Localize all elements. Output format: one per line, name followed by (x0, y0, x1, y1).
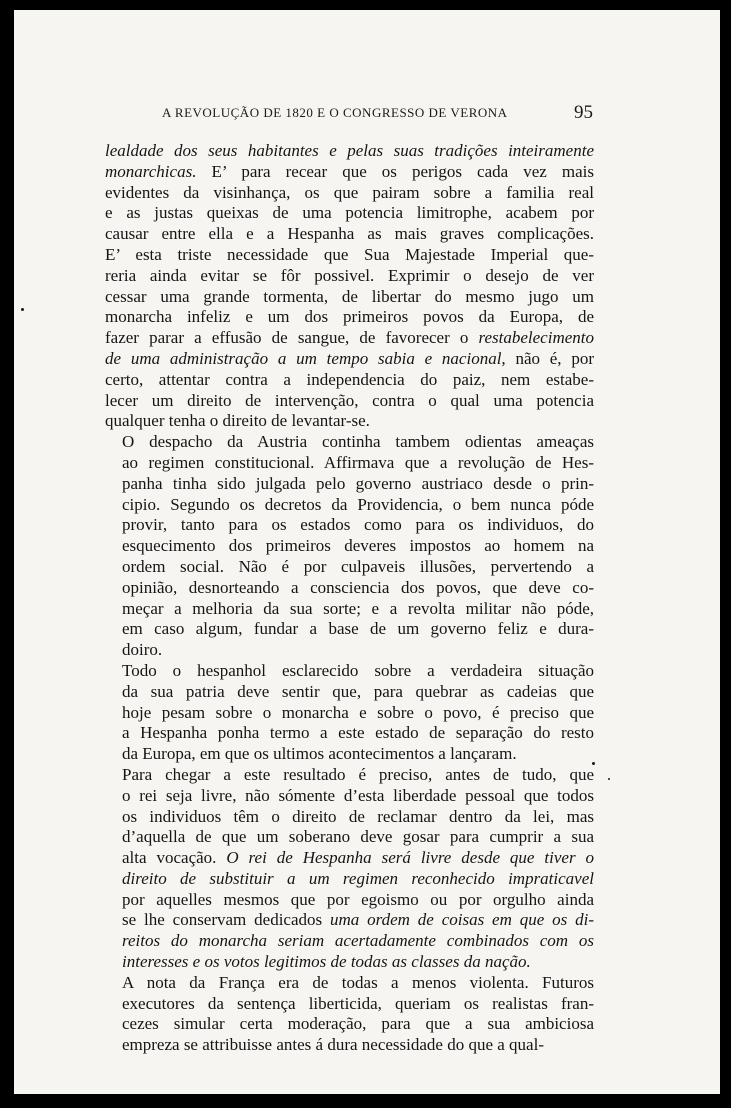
body-text (105, 141, 594, 1056)
text-run: provir, tanto para os estados como para os individuos, do (122, 515, 594, 535)
scan-speck (592, 762, 595, 765)
text-line (105, 349, 594, 370)
text-run: A nota da França era de todas a menos violenta. Futuros (122, 972, 594, 992)
text-run: Todo o hespanhol esclarecido sobre a verdadeira situação (122, 660, 594, 680)
text-line (105, 786, 594, 807)
italic-text: direito de substituir a um regimen reconhecido impraticavel (122, 868, 594, 888)
text-line (105, 890, 594, 911)
text-line (105, 474, 594, 495)
text-line (105, 411, 594, 432)
text-run: por aquelles mesmos que por egoismo ou por orgulho ainda (122, 889, 594, 909)
text-run: esquecimento dos primeiros deveres impostos ao homem na (122, 536, 594, 556)
text-line (105, 203, 594, 224)
text-run: e as justas queixas de uma potencia limitrophe, acabem por (105, 203, 594, 223)
text-line (105, 391, 594, 412)
text-run: panha tinha sido julgada pelo governo austriaco desde o prin- (122, 473, 594, 493)
text-run: ordem social. Não é por culpaveis illusões, pervertendo a (122, 556, 594, 576)
text-line (105, 910, 594, 931)
paragraph (105, 973, 594, 1056)
italic-text: reitos do monarcha seriam acertadamente combinados com os (122, 931, 594, 951)
text-run: reria ainda evitar se fôr possivel. Exprimir o desejo de ver (105, 265, 594, 285)
text-line (105, 287, 594, 308)
text-line (105, 931, 594, 952)
scan-speck (608, 778, 610, 780)
text-line (105, 1035, 594, 1056)
text-line (105, 744, 594, 765)
text-line (105, 328, 594, 349)
text-run: monarcha infeliz e um dos primeiros povos da Europa, de (105, 307, 594, 327)
paragraph (105, 661, 594, 765)
italic-text: restabelecimento (478, 328, 594, 348)
text-run: a Hespanha ponha termo a este estado de separação do resto (122, 723, 594, 743)
text-line (105, 661, 594, 682)
text-run: da Europa, em que os ultimos acontecimentos a lançaram. (122, 744, 517, 764)
text-line (105, 599, 594, 620)
text-line (105, 370, 594, 391)
text-line (105, 183, 594, 204)
text-line (105, 640, 594, 661)
text-line (105, 162, 594, 183)
text-run: da sua patria deve sentir que, para quebrar as cadeias que (122, 681, 594, 701)
text-line (105, 536, 594, 557)
italic-text: uma ordem de coisas em que os di- (329, 910, 594, 930)
text-line (105, 578, 594, 599)
text-run: fazer parar a effusão de sangue, de favorecer o (105, 328, 479, 348)
italic-text: lealdade dos seus habitantes e pelas suas tradições inteiramente (105, 141, 594, 160)
text-run: qualquer tenha o direito de levantar-se. (105, 411, 370, 431)
page-header (14, 102, 720, 126)
text-run: executores da sentença liberticida, queriam os realistas fran- (122, 993, 594, 1013)
text-run: certo, attentar contra a independencia do paiz, nem estabe- (105, 369, 594, 389)
text-line (105, 495, 594, 516)
text-run: cezes simular certa moderação, para que a sua ambiciosa (122, 1014, 594, 1034)
scan-speck (21, 308, 24, 311)
text-line (105, 1014, 594, 1035)
text-run: alta vocação. (122, 848, 227, 868)
text-line (105, 432, 594, 453)
text-line (105, 994, 594, 1015)
text-line (105, 869, 594, 890)
text-run: não é, por (505, 348, 594, 368)
text-line (105, 307, 594, 328)
text-run: evidentes da visinhança, os que pairam sobre a familia real (105, 182, 594, 202)
text-line (105, 266, 594, 287)
book-page (14, 10, 720, 1094)
text-run: ao regimen constitucional. Affirmava que a revolução de Hes- (122, 452, 594, 472)
text-line (105, 141, 594, 162)
text-line (105, 557, 594, 578)
text-line (105, 703, 594, 724)
text-run: lecer um direito de intervenção, contra o qual uma potencia (105, 390, 594, 410)
text-line (105, 682, 594, 703)
page-number: 95 (574, 102, 593, 123)
italic-text: monarchicas. (105, 161, 197, 181)
text-run: E’ para recear que os perigos cada vez mais (196, 161, 594, 181)
text-run: causar entre ella e a Hespanha as mais graves complicações. (105, 224, 594, 244)
paragraph (105, 432, 594, 661)
text-line (105, 848, 594, 869)
paragraph (105, 141, 594, 432)
text-line (105, 807, 594, 828)
text-line (105, 973, 594, 994)
text-line (105, 619, 594, 640)
text-run: d’aquella de que um soberano deve gosar para cumprir a sua (122, 827, 594, 847)
text-run: cipio. Segundo os decretos da Providencia, o bem nunca póde (122, 494, 594, 514)
text-run: E’ esta triste necessidade que Sua Majestade Imperial que- (105, 244, 594, 264)
text-run: O despacho da Austria continha tambem odientas ameaças (122, 432, 594, 452)
text-line (105, 723, 594, 744)
text-line (105, 453, 594, 474)
text-line (105, 827, 594, 848)
text-line (105, 765, 594, 786)
text-line (105, 952, 594, 973)
text-line (105, 224, 594, 245)
text-run: os individuos têm o direito de reclamar dentro da lei, mas (122, 806, 594, 826)
text-run: Para chegar a este resultado é preciso, antes de tudo, que (122, 764, 594, 784)
text-run: se lhe conservam dedicados (122, 910, 330, 930)
text-run: doiro. (122, 640, 163, 660)
text-run: o rei seja livre, não sómente d’esta liberdade pessoal que todos (122, 785, 594, 805)
italic-text: O rei de Hespanha será livre desde que tiver o (226, 848, 594, 868)
text-run: hoje pesam sobre o monarcha e sobre o povo, é preciso que (122, 702, 594, 722)
italic-text: interesses e os votos legitimos de todas as classes da nação. (122, 952, 531, 972)
paragraph (105, 765, 594, 973)
text-run: empreza se attribuisse antes á dura necessidade do que a qual- (122, 1035, 544, 1055)
text-line (105, 245, 594, 266)
italic-text: de uma administração a um tempo sabia e nacional, (105, 348, 506, 368)
text-run: em caso algum, fundar a base de um governo feliz e dura- (122, 619, 594, 639)
text-run: opinião, desnorteando a consciencia dos povos, que deve co- (122, 577, 594, 597)
text-line (105, 515, 594, 536)
text-run: cessar uma grande tormenta, de libertar do mesmo jugo um (105, 286, 594, 306)
text-run: meçar a melhoria da sua sorte; e a revolta militar não póde, (122, 598, 594, 618)
running-title: A REVOLUÇÃO DE 1820 E O CONGRESSO DE VERONA (162, 105, 508, 120)
